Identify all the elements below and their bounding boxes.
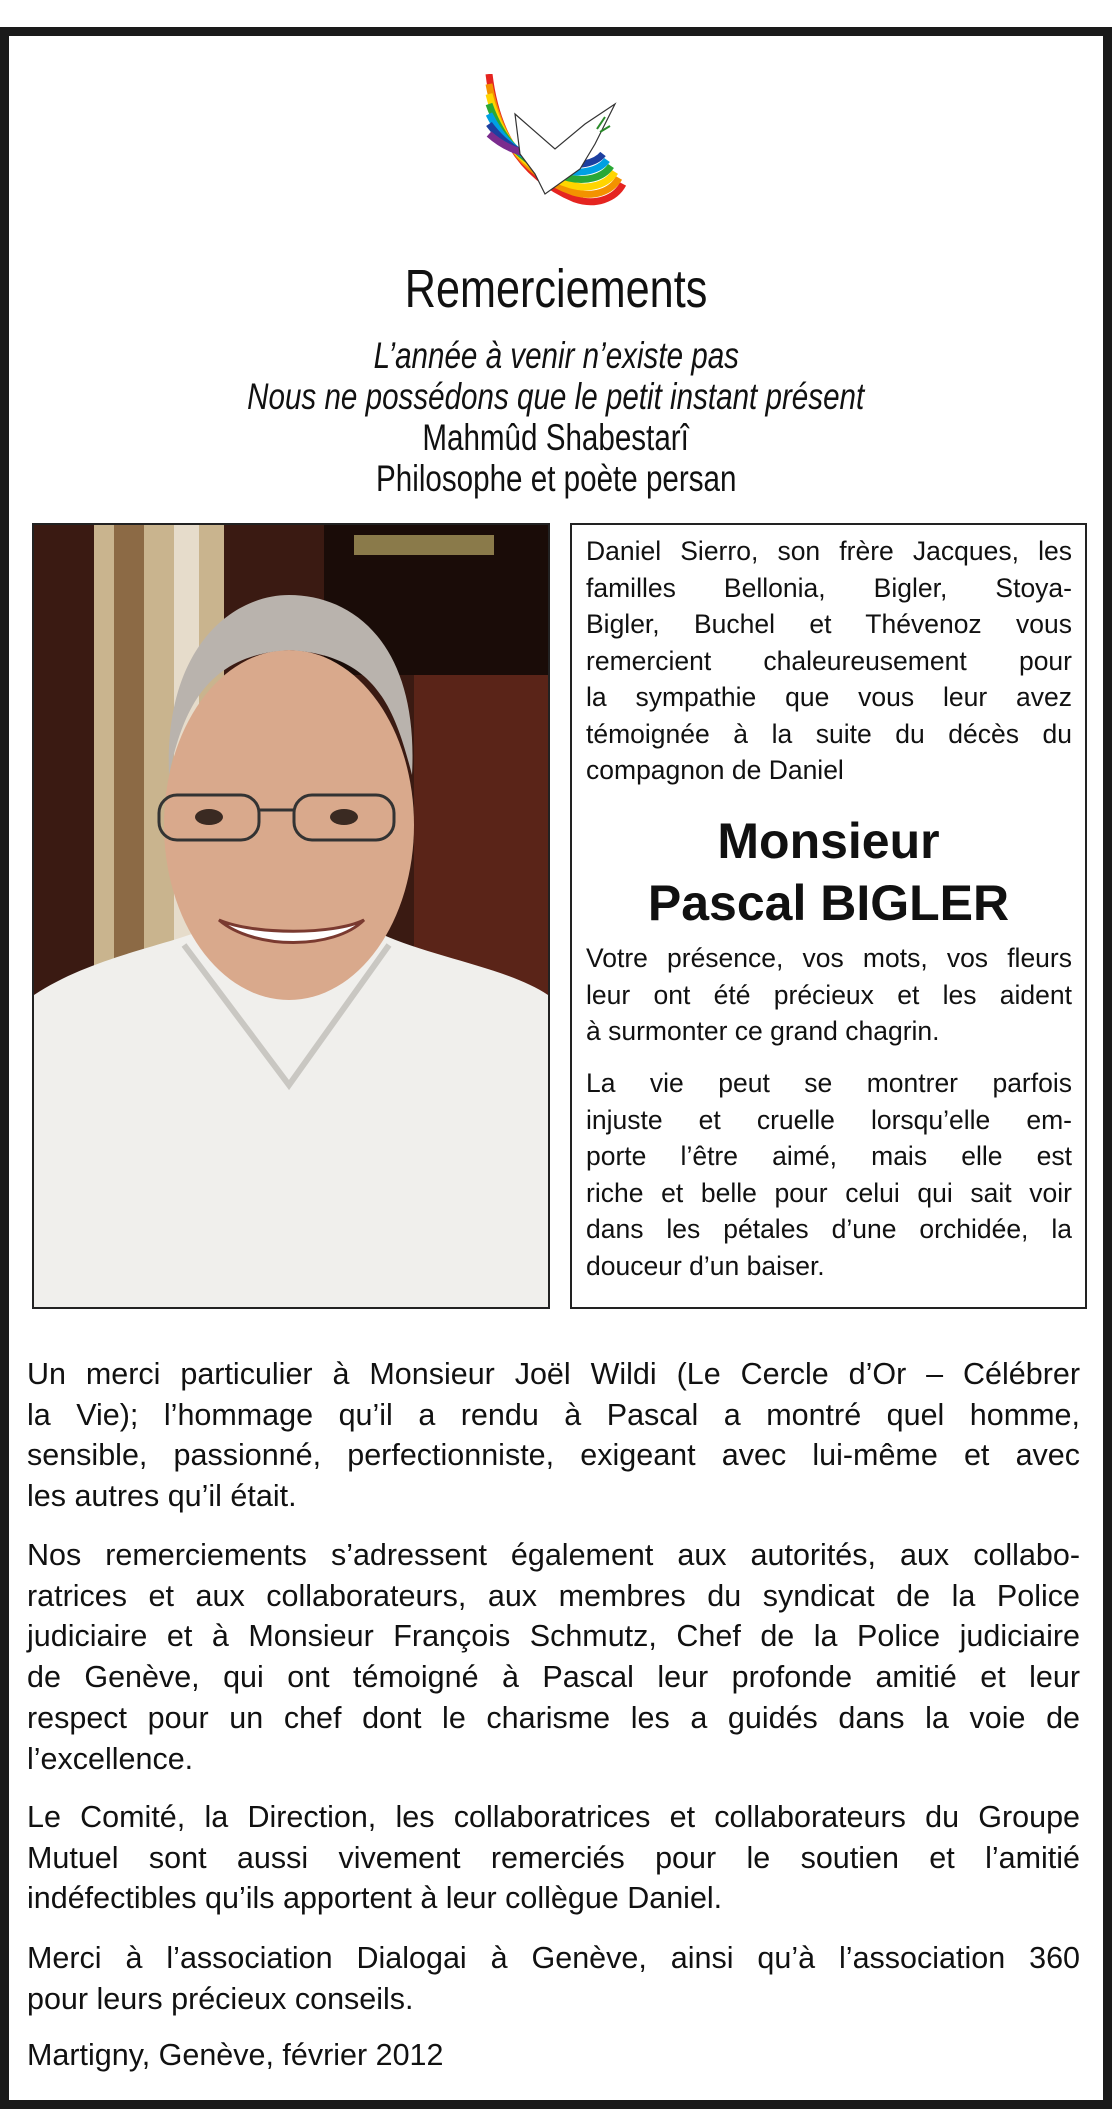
paragraph-police: Nos remerciements s’adressent également aux autorités, aux collabo- ratrices et aux collaborateurs, aux membres du syndicat de la Police judiciaire et à Monsieur François Schmutz, Chef de la Police judiciaire de Genève, qui ont témoigné à Pascal leur profonde amitié et leur respect pour un chef dont le charisme les a guidés dans la voie de l’excellence.	[27, 1538, 1080, 1776]
quote-author-role: Philosophe et poète persan	[375, 458, 737, 499]
paragraph-groupe-mutuel: Le Comité, la Direction, les collaboratrices et collaborateurs du Groupe Mutuel sont aussi vivement remerciés pour le soutien et l’amitié indéfectibles qu’ils apportent à leur collègue Daniel.	[27, 1800, 1080, 1916]
paragraph-associations: Merci à l’association Dialogai à Genève, ainsi qu’à l’association 360 pour leurs précieux conseils.	[27, 1941, 1080, 2016]
quote-line: L’année à venir n’existe pas	[373, 335, 739, 376]
life-paragraph: La vie peut se montrer parfois injuste et cruelle lorsqu’elle em- porte l’être aimé, mais elle est riche et belle pour celui qui sait voir dans les pétales d’une orchidée, la douceur d’un baiser.	[586, 1068, 1072, 1281]
thanks-paragraph: Votre présence, vos mots, vos fleurs leur ont été précieux et les aident à surmonter ce grand chagrin.	[586, 943, 1072, 1046]
deceased-name	[572, 810, 1085, 934]
quote-author: Mahmûd Shabestarî	[422, 417, 690, 458]
acknowledgement-box	[570, 523, 1087, 1309]
rainbow-dove-icon	[485, 74, 627, 214]
paragraph-wildi: Un merci particulier à Monsieur Joël Wildi (Le Cercle d’Or – Célébrer la Vie); l’hommage qu’il a rendu à Pascal a montré quel homme, sensible, passionné, perfectionniste, exigeant avec lui-même et avec les autres qu’il était.	[27, 1357, 1080, 1514]
name-full: Pascal BIGLER	[647, 875, 1010, 931]
name-title: Monsieur	[717, 813, 940, 869]
page-title: Remerciements	[404, 259, 708, 319]
intro-paragraph: Daniel Sierro, son frère Jacques, les familles Bellonia, Bigler, Stoya- Bigler, Buchel et Thévenoz vous remercient chaleureusement pour la sympathie que vous leur avez témoignée à la suite du décès du compagnon de Daniel	[586, 536, 1072, 785]
signoff: Martigny, Genève, février 2012	[27, 2038, 444, 2072]
quote-line: Nous ne possédons que le petit instant présent	[247, 376, 865, 417]
portrait-photo	[32, 523, 550, 1309]
